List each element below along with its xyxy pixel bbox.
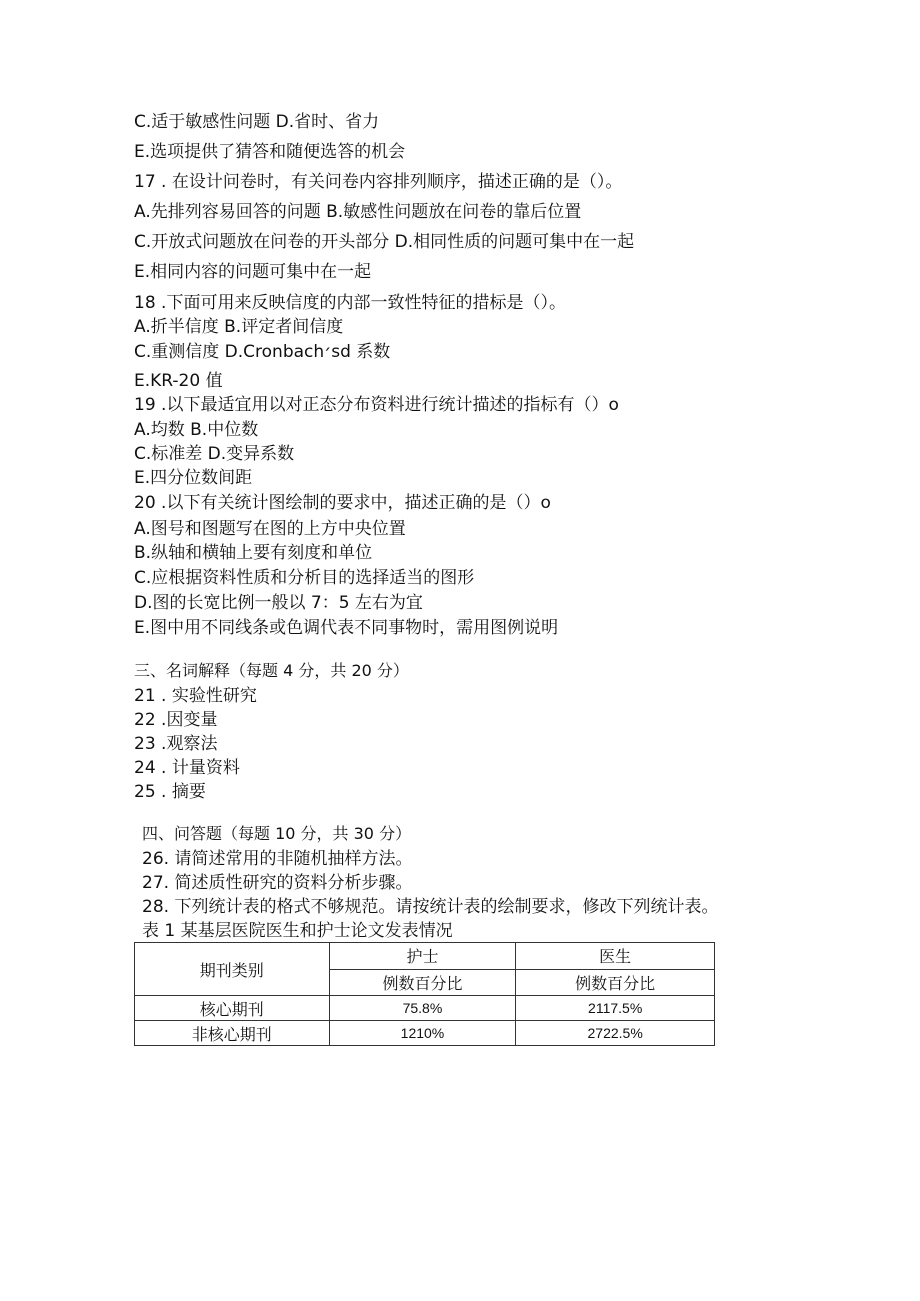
question-27: 27. 简述质性研究的资料分析步骤。 bbox=[142, 873, 413, 893]
term-21: 21 . 实验性研究 bbox=[134, 686, 257, 706]
question-18: 18 .下面可用来反映信度的内部一致性特征的措标是（）。 bbox=[134, 293, 566, 313]
row-label: 非核心期刊 bbox=[135, 1021, 330, 1046]
option-line: C.标准差 D.变异系数 bbox=[134, 444, 295, 464]
term-25: 25 . 摘要 bbox=[134, 782, 206, 802]
option-line: E.KR-20 值 bbox=[134, 371, 223, 391]
group-header-nurse: 护士 bbox=[329, 943, 516, 970]
option-line: E.图中用不同线条或色调代表不同事物时，需用图例说明 bbox=[134, 618, 559, 638]
question-17: 17 . 在设计问卷时，有关问卷内容排列顺序，描述正确的是（）。 bbox=[134, 172, 623, 192]
option-line: C.应根据资料性质和分析目的选择适当的图形 bbox=[134, 568, 475, 588]
table-row bbox=[135, 1021, 715, 1046]
group-header-doctor: 医生 bbox=[516, 943, 715, 970]
question-19: 19 .以下最适宜用以对正态分布资料进行统计描述的指标有（）o bbox=[134, 395, 619, 415]
option-line: D.图的长宽比例一般以 7：5 左右为宜 bbox=[134, 593, 423, 613]
question-20: 20 .以下有关统计图绘制的要求中，描述正确的是（）o bbox=[134, 493, 551, 513]
row-label: 核心期刊 bbox=[135, 996, 330, 1021]
nurse-value: 1210% bbox=[329, 1021, 516, 1046]
row-header-cell: 期刊类别 bbox=[135, 943, 330, 996]
option-line: E.四分位数间距 bbox=[134, 468, 253, 488]
option-line: B.纵轴和横轴上要有刻度和单位 bbox=[134, 543, 373, 563]
option-line: A.图号和图题写在图的上方中央位置 bbox=[134, 519, 406, 539]
option-line: C.重测信度 D.Cronbach׳sd 系数 bbox=[134, 342, 391, 362]
doctor-value: 2722.5% bbox=[516, 1021, 715, 1046]
table-row bbox=[135, 996, 715, 1021]
term-22: 22 .因变量 bbox=[134, 710, 218, 730]
section-4-title: 四、问答题（每题 10 分，共 30 分） bbox=[142, 824, 412, 843]
section-3-title: 三、名词解释（每题 4 分，共 20 分） bbox=[134, 661, 409, 680]
doctor-value: 2117.5% bbox=[516, 996, 715, 1021]
option-line: E.相同内容的问题可集中在一起 bbox=[134, 262, 372, 282]
option-line: A.均数 B.中位数 bbox=[134, 420, 259, 440]
table-caption: 表 1 某基层医院医生和护士论文发表情况 bbox=[142, 921, 453, 941]
sub-header-doctor: 例数百分比 bbox=[516, 969, 715, 996]
question-26: 26. 请简述常用的非随机抽样方法。 bbox=[142, 849, 413, 869]
option-line: C.适于敏感性问题 D.省时、省力 bbox=[134, 112, 380, 132]
statistics-table bbox=[134, 942, 715, 1046]
question-28: 28. 下列统计表的格式不够规范。请按统计表的绘制要求，修改下列统计表。 bbox=[142, 897, 719, 917]
sub-header-nurse: 例数百分比 bbox=[329, 969, 516, 996]
option-line: E.选项提供了猜答和随便选答的机会 bbox=[134, 142, 406, 162]
term-23: 23 .观察法 bbox=[134, 734, 218, 754]
option-line: A.折半信度 B.评定者间信度 bbox=[134, 317, 344, 337]
nurse-value: 75.8% bbox=[329, 996, 516, 1021]
term-24: 24 . 计量资料 bbox=[134, 758, 240, 778]
option-line: C.开放式问题放在问卷的开头部分 D.相同性质的问题可集中在一起 bbox=[134, 232, 635, 252]
option-line: A.先排列容易回答的问题 B.敏感性问题放在问卷的靠后位置 bbox=[134, 202, 582, 222]
